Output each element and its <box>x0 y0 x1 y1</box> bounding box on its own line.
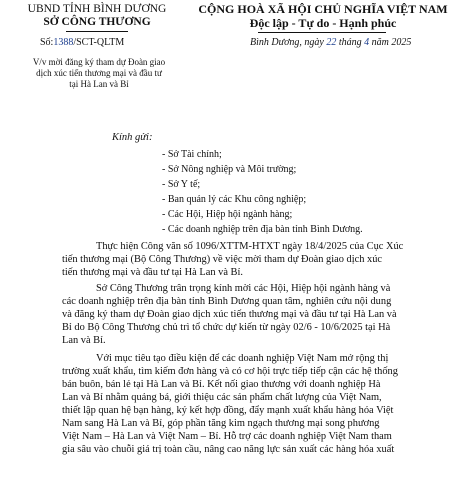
country-title: CỘNG HOÀ XÃ HỘI CHỦ NGHĨA VIỆT NAM <box>198 2 448 16</box>
date-month-label: tháng <box>338 37 362 48</box>
subject <box>24 57 174 90</box>
recipient-item: - Các doanh nghiệp trên địa bàn tỉnh Bình Dương. <box>162 224 363 235</box>
date-month: 4 <box>364 37 370 48</box>
paragraph-line: tiến thương mại (Bộ Công Thương) về việc mời tham dự Đoàn giao dịch xúc <box>62 254 383 265</box>
subject-line: tại Hà Lan và Bỉ <box>69 79 129 89</box>
paragraph-3 <box>62 352 430 456</box>
subject-line: V/v mời đăng ký tham dự Đoàn giao <box>32 57 166 67</box>
document-number <box>40 37 124 49</box>
subject-line: dịch xúc tiến thương mại và đầu tư <box>36 68 162 78</box>
paragraph-line: Sở Công Thương trân trọng kính mời các Hội, Hiệp hội ngành hàng và <box>96 283 391 294</box>
paragraph-line: Việt Nam – Hà Lan và Việt Nam – Bỉ. Hỗ trợ các doanh nghiệp Việt Nam tham <box>62 431 392 442</box>
recipients-label: Kính gửi: <box>112 132 153 143</box>
paragraph-line: thiết lập quan hệ bạn hàng, ký kết hợp đồng, đẩy mạnh xuất khẩu hàng hóa Việt <box>62 405 394 416</box>
date-day: 22 <box>326 37 337 48</box>
paragraph-line: bán buôn, bán lẻ tại Hà Lan và Bỉ. Kết nối giao thương với doanh nghiệp Hà <box>62 379 381 390</box>
recipients-list <box>162 147 363 237</box>
paragraph-2 <box>62 282 430 347</box>
paragraph-line: và đăng ký tham dự Đoàn giao dịch xúc tiến thương mại và đầu tư tại Hà Lan và <box>62 309 397 320</box>
paragraph-line: Lan và Bỉ nhằm quảng bá, giới thiệu các sản phẩm chất lượng của Việt Nam, <box>62 392 382 403</box>
paragraph-line: gia sâu vào chuỗi giá trị toàn cầu, nâng cao năng lực sản xuất các hàng hóa xuất <box>62 444 395 455</box>
recipient-item: - Sở Tài chính; <box>162 149 222 160</box>
doc-no-suffix: /SCT-QLTM <box>73 37 125 48</box>
paragraph-line: trường xuất khẩu, tìm kiếm đơn hàng và có cơ hội trực tiếp tiếp cận các hệ thống <box>62 366 398 377</box>
doc-no-prefix: Số: <box>40 37 54 48</box>
paragraph-line: Lan và Bỉ. <box>62 335 106 346</box>
doc-no-value: 1388 <box>53 37 74 48</box>
recipient-item: - Sở Nông nghiệp và Môi trường; <box>162 164 297 175</box>
paragraph-line: Với mục tiêu tạo điều kiện để các doanh nghiệp Việt Nam mở rộng thị <box>96 353 389 364</box>
motto-underline <box>258 32 386 33</box>
agency-parent: UBND TỈNH BÌNH DƯƠNG <box>27 3 167 15</box>
agency-name: SỞ CÔNG THƯƠNG <box>43 16 151 28</box>
paragraph-line: Bỉ do Bộ Công Thương chủ trì tổ chức dự kiến từ ngày 02/6 - 10/6/2025 tại Hà <box>62 322 391 333</box>
paragraph-line: các doanh nghiệp trên địa bàn tỉnh Bình Dương quan tâm, nghiên cứu nội dung <box>62 296 392 307</box>
paragraph-line: Nam sang Hà Lan và Bỉ, góp phần tăng kim ngạch thương mại song phương <box>62 418 380 429</box>
paragraph-line: tiến thương mại và đầu tư tại Hà Lan và Bỉ. <box>62 267 243 278</box>
date-place: Bình Dương, ngày <box>250 37 324 48</box>
paragraph-1 <box>62 240 430 279</box>
recipient-item: - Sở Y tế; <box>162 179 201 190</box>
recipient-item: - Ban quản lý các Khu công nghiệp; <box>162 194 307 205</box>
date-line <box>250 37 411 49</box>
paragraph-line: Thực hiện Công văn số 1096/XTTM-HTXT ngày 18/4/2025 của Cục Xúc <box>96 241 404 252</box>
agency-underline <box>66 31 128 32</box>
recipient-item: - Các Hội, Hiệp hội ngành hàng; <box>162 209 293 220</box>
date-year: năm 2025 <box>371 37 412 48</box>
motto: Độc lập - Tự do - Hạnh phúc <box>249 16 397 30</box>
